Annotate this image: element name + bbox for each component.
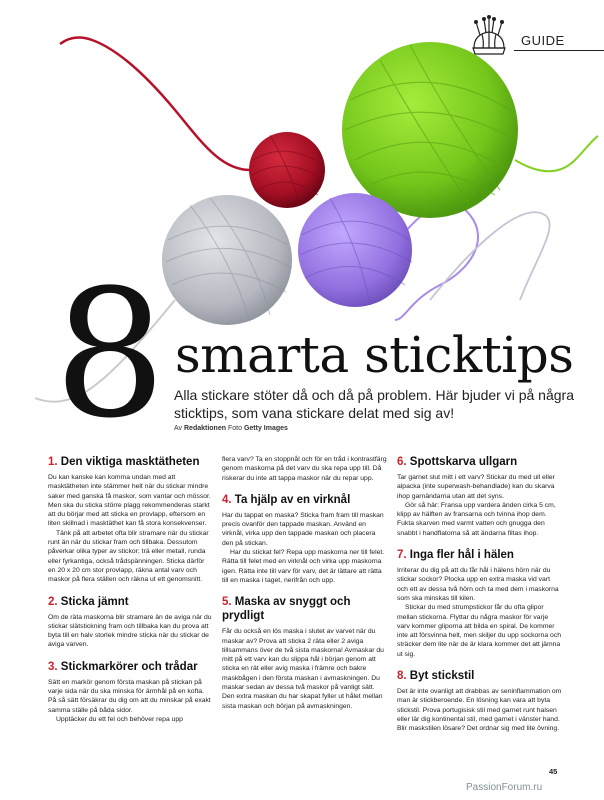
tip-6-paragraph-2: Gör så här: Fransa upp vardera änden cirka 5 cm, klipp av hälften av fransarna och tvinna ihop dem. Fukta skarven med varmt vatten och gnugga den snabbt i handflatorna så att ändarna filtas ihop. (397, 501, 556, 537)
tip-1-paragraph-2: Tänk på att arbetet ofta blir stramare när du stickar runt än när du stickar fram och tillbaka. Dessutom påverkar olika typer av stickor; trä eller metall, runda eller fyrkantiga, också trådspänningen. Sticka därför en 20 x 20 cm stor provlapp, räkna antal varv och maskor på flera ställen och räkna ut ett genomsnitt. (48, 529, 209, 584)
tip-number: 3. (48, 660, 58, 673)
tip-2-paragraph-1: Om de räta maskorna blir stramare än de aviga när du stickar slätstickning fram och tillbaka kan du prova att byta till en halv storlek mindre sticka när du stickar de aviga varven. (48, 613, 212, 649)
tip-7-heading (397, 548, 562, 562)
tip-title: Byt stickstil (409, 670, 475, 683)
tip-number: 1. (48, 456, 58, 468)
page-title: smarta sticktips (175, 326, 574, 384)
tip-4-paragraph-2: Har du stickat fel? Repa upp maskorna ner till felet. Rätta till felet med en virknål och virka upp maskorna igen. Rätta inte till varv för varv, det är lättare att rätta till en maska i taget, nerifrån och upp. (222, 549, 385, 584)
tip-4-heading (222, 493, 387, 507)
section-label: GUIDE (521, 33, 565, 48)
tip-3-paragraph-1: Sätt en markör genom första maskan på stickan på varje sida när du ska minska för ärmhål på en kofta. På så sätt försäkrar du dig om att du minskar på exakt samma ställe på båda sidor. (48, 678, 211, 714)
tip-number: 7. (397, 549, 407, 562)
tip-8-heading (397, 669, 562, 683)
watermark: PassionForum.ru (466, 782, 543, 793)
tip-title: Maska av snyggt och prydligt (222, 596, 351, 623)
green-yarn-strand (515, 136, 598, 171)
byline-prefix: Av (174, 425, 183, 432)
tip-title: Spottskarva ullgarn (409, 456, 518, 468)
tip-6-paragraph-1: Tar garnet slut mitt i ett varv? Stickar du med ull eller alpacka (inte superwash-behandlade) kan du skarva ihop garnändarna utan att det syns. (397, 474, 555, 500)
tip-number: 6. (397, 456, 407, 468)
tip-1-heading (48, 455, 213, 469)
tip-7-paragraph-2: Stickar du med strumpstickor får du ofta glipor mellan stickorna. Flyttar du några maskor för varje varv kommer gliporna att bilda en spiral. De kommer inte att försvinna helt, men skiljer du upp sockorna och sträcker dem lite när de är klara kommer det att jämna ut sig. (397, 604, 561, 658)
tip-3-paragraph-2: Upptäcker du ett fel och behöver repa upp (56, 715, 183, 723)
tip-3-continued: flera varv? Ta en stoppnål och för en tråd i kontrastfärg genom maskorna på det varv du ska repa upp till. Då riskerar du inte att tappa maskor när du repar upp. (222, 456, 387, 482)
byline (174, 425, 288, 432)
tip-5-heading (222, 595, 387, 623)
byline-photo-credit: Getty Images (243, 425, 288, 432)
tip-title: Den viktiga masktätheten (60, 456, 200, 468)
page-number: 45 (549, 767, 558, 776)
tip-title: Inga fler hål i hälen (409, 549, 514, 562)
tip-6-heading (397, 455, 562, 469)
tip-number: 5. (222, 596, 232, 609)
tip-title: Sticka jämnt (60, 595, 129, 608)
tip-title: Ta hjälp av en virknål (234, 493, 351, 506)
tip-number: 4. (222, 493, 232, 506)
tip-5-paragraph-1: Får du också en lös maska i slutet av varvet när du maskar av? Prova att sticka 2 räta eller 2 aviga tillsammans över de två sista maskorna! Avmaskar du mitt på ett varv kan du slippa hål i början genom att sticka en rät eller avig maska i främre och bakre maskbågen i den första maskan i avmaskningen. Du maskar sedan av dessa två maskor på vanligt sätt. Den extra maskan du har skapat fyller ut hålet mellan sista maskan och början på avmaskningen. (222, 628, 384, 710)
tip-8-paragraph-1: Det är inte ovanligt att drabbas av seninflammation om man är stickberoende. En lösning kan vara att byta stickstil. Prova portugisisk stil med garnet runt halsen eller lär dig kontinental stil, med garnet i vänster hand. Blir maskstilen lösare? Det ordnar sig med lite övning. (397, 688, 562, 733)
tip-number: 2. (48, 595, 58, 608)
title-numeral: 8 (54, 252, 166, 457)
tip-2-heading (48, 595, 213, 609)
tip-1-paragraph-1: Du kan kanske kan komma undan med att masktätheten inte stämmer helt när du stickar mindre saker med ganska få maskor, som vantar och mössor. Men ska du sticka större plagg rekommenderas starkt att du börjar med att sticka en provlapp, eftersom en liten skillnad i masktäthet kan få stora konsekvenser. (48, 474, 211, 528)
column-3 (397, 455, 562, 734)
tip-4-paragraph-1: Har du tappat en maska? Sticka fram fram till maskan precis ovanför den tappade maskan. Använd en virknål, virka upp den tappade maskan och placera den på stickan. (222, 511, 384, 547)
tip-title: Stickmarkörer och trådar (60, 660, 198, 673)
tip-3-heading (48, 660, 213, 674)
tip-number: 8. (397, 670, 407, 683)
tip-7-paragraph-1: Irriterar du dig på att du får hål i hälens hörn när du stickar sockor? Plocka upp en extra maska vid vart och ett av dessa två hörn och ta med dem i maskorna som ska minskas till kilen. (397, 567, 559, 602)
byline-author: Redaktionen (184, 425, 227, 432)
grey-yarn-strand-2 (430, 212, 550, 300)
lead-paragraph: Alla stickare stöter då och då på problem. Här bjuder vi på några sticktips, som vana stickare delat med sig av! (174, 387, 574, 421)
red-yarn-strand (60, 37, 250, 170)
column-1 (48, 455, 213, 724)
byline-photo-prefix: Foto (227, 425, 242, 432)
column-2 (222, 455, 387, 711)
